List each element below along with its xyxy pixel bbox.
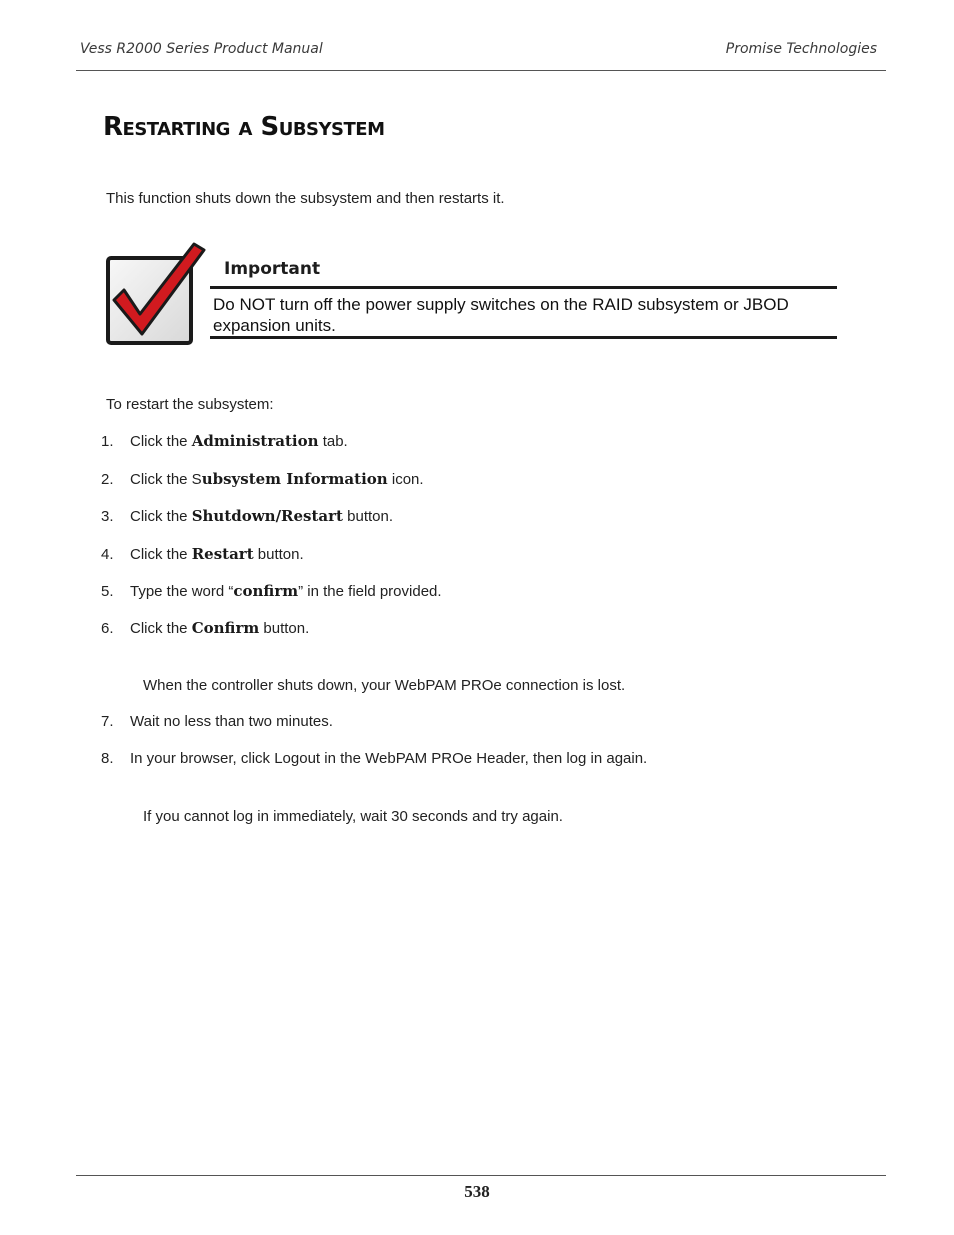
step-text: In your browser, click Logout in the WebPAM PROe Header, then log in again. xyxy=(130,750,648,767)
step-number: 1. xyxy=(101,433,114,450)
step-bold: confirm xyxy=(233,582,299,600)
step-5 xyxy=(101,582,442,600)
checkmark-icon xyxy=(106,240,206,344)
step-bold: Shutdown/Restart xyxy=(191,507,343,525)
procedure-intro: To restart the subsystem: xyxy=(106,396,274,413)
step-text: Click the xyxy=(130,433,192,450)
step-text-end: icon. xyxy=(387,471,424,488)
step-text: Click the xyxy=(130,508,192,525)
step-bold: Administration xyxy=(191,432,319,450)
header-manual-title: Vess R2000 Series Product Manual xyxy=(80,41,323,57)
callout-title: Important xyxy=(224,259,321,279)
page-number: 538 xyxy=(464,1182,490,1201)
step-number: 8. xyxy=(101,750,114,767)
step-number: 7. xyxy=(101,713,114,730)
step-text: Type the word “ xyxy=(130,583,234,600)
callout-rule-top xyxy=(210,286,837,289)
callout-rule-bottom xyxy=(210,336,837,339)
note-connection-lost: When the controller shuts down, your WebPAM PROe connection is lost. xyxy=(143,677,626,694)
step-7 xyxy=(101,713,333,730)
step-number: 5. xyxy=(101,583,114,600)
step-text-end: button. xyxy=(342,508,394,525)
step-number: 6. xyxy=(101,620,114,637)
step-3 xyxy=(101,507,393,525)
step-8 xyxy=(101,750,647,767)
step-bold: Confirm xyxy=(191,619,260,637)
step-bold: Restart xyxy=(191,545,254,563)
footer-rule xyxy=(76,1175,886,1176)
step-text-end: ” in the field provided. xyxy=(298,583,442,600)
step-text-end: button. xyxy=(259,620,310,637)
step-bold: ubsystem Information xyxy=(201,470,388,488)
step-text: Click the S xyxy=(130,471,202,488)
step-4 xyxy=(101,545,304,563)
callout-text: Do NOT turn off the power supply switches on the RAID subsystem or JBOD expansion units. xyxy=(213,295,789,335)
step-text: Click the xyxy=(130,546,192,563)
step-1 xyxy=(101,432,348,450)
header-company: Promise Technologies xyxy=(725,41,877,57)
step-2 xyxy=(101,470,424,488)
step-number: 4. xyxy=(101,546,114,563)
step-number: 3. xyxy=(101,508,114,525)
page-title: Restarting a Subsystem xyxy=(103,112,385,142)
step-text: Click the xyxy=(130,620,192,637)
running-header xyxy=(76,40,886,71)
step-text-end: button. xyxy=(253,546,304,563)
note-retry-login: If you cannot log in immediately, wait 30 seconds and try again. xyxy=(143,808,563,825)
step-6 xyxy=(101,619,309,637)
intro-paragraph: This function shuts down the subsystem and then restarts it. xyxy=(106,190,505,207)
step-number: 2. xyxy=(101,471,114,488)
step-text: Wait no less than two minutes. xyxy=(130,713,333,730)
step-text-end: tab. xyxy=(318,433,348,450)
